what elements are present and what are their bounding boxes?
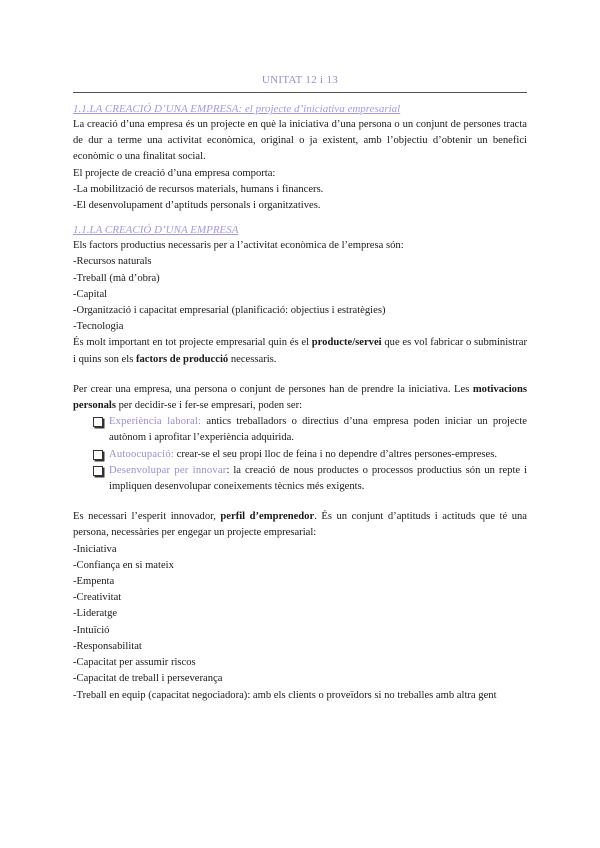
bullet-keyword: Experiència laboral: (109, 416, 202, 428)
list-item (93, 447, 527, 463)
intro-paragraph: La creació d’una empresa és un projecte en què la iniciativa d’una persona o un conjunt de persones tracta de dur a terme una activitat econòmica, original o ja existent, amb l’objectiu d’obtenir un benefici econòmic o una finalitat social. (73, 119, 527, 163)
factors-line: -Tecnologia (73, 321, 124, 333)
spacer (73, 368, 527, 382)
text-run: Per crear una empresa, una persona o conjunt de persones han de prendre la iniciativa. Les (73, 383, 473, 395)
checkbox-bullet-icon (93, 466, 103, 476)
factors-line: -Capital (73, 288, 108, 300)
bullet-text: crear-se el seu propi lloc de feina i no dependre d’altres persones-empreses. (173, 448, 498, 460)
text-run: Es necessari l’esperit innovador, (73, 511, 221, 523)
aptitude-item: -Intuïció (73, 624, 110, 636)
aptitude-item: -Iniciativa (73, 543, 117, 555)
unit-title: UNITAT 12 i 13 (261, 74, 339, 86)
aptitude-item: -Lideratge (73, 608, 118, 620)
aptitude-item: -Treball en equip (capacitat negociadora): amb els clients o proveïdors si no treballes amb altra gent (73, 689, 497, 701)
s1-line: -El desenvolupament d’aptituds personals i organitzatives. (73, 200, 321, 212)
spacer (73, 214, 527, 222)
text-run: necessaris. (228, 353, 277, 365)
factors-line: -Recursos naturals (73, 256, 152, 268)
text-run: per decidir-se i fer-se empresari, poden ser: (115, 400, 303, 412)
document-page (73, 72, 527, 704)
bold-run: producte/servei (311, 337, 382, 349)
s1-line: El projecte de creació d’una empresa comporta: (73, 167, 276, 179)
section-heading-1 (73, 101, 527, 117)
bullet-keyword: Autoocupació: (109, 448, 174, 460)
s1-line: -La mobilització de recursos materials, humans i financers. (73, 183, 324, 195)
aptitude-item: -Capacitat per assumir riscos (73, 657, 196, 669)
header-rule (73, 92, 527, 93)
bullet-text: : la creació de nous productes o processos productius són un repte i impliquen desenvolupar coneixements tècnics més exigents. (109, 464, 527, 493)
aptitude-item: -Empenta (73, 576, 115, 588)
aptitude-item: -Creativitat (73, 592, 122, 604)
text-run: És molt important en tot projecte empresarial quin és el (73, 337, 312, 349)
list-item (93, 414, 527, 446)
list-item (93, 463, 527, 495)
aptitude-item: -Capacitat de treball i perseverança (73, 673, 223, 685)
aptitude-item: -Responsabilitat (73, 640, 142, 652)
section-heading-2: 1.1.LA CREACIÓ D’UNA EMPRESA (73, 224, 239, 237)
section-heading-1-main: 1.1.LA CREACIÓ D’UNA EMPRESA: (73, 103, 243, 115)
checkbox-bullet-icon (93, 417, 103, 427)
factors-line: -Treball (mà d’obra) (73, 272, 160, 284)
bold-run: perfil d’emprenedor (220, 511, 315, 523)
bold-run: motivacions personals (73, 383, 527, 412)
aptitude-item: -Confiança en si mateix (73, 559, 174, 571)
bold-run: factors de producció (135, 353, 229, 365)
entrepreneur-paragraph (73, 509, 527, 541)
bullet-keyword: Desenvolupar per innovar (109, 464, 227, 476)
motivations-list (73, 414, 527, 495)
text-run: . És un conjunt d’aptituds i actituds que té una persona, necessàries per engegar un projecte empresarial: (73, 511, 528, 539)
text-run: que es vol fabricar o subministrar i quins son els (73, 337, 527, 365)
factors-line: -Organització i capacitat empresarial (planificació: objectius i estratègies) (73, 305, 386, 317)
motivations-paragraph (73, 382, 527, 414)
section-heading-1-sub: el projecte d’iniciativa empresarial (242, 103, 401, 115)
bullet-text: antics treballadors o directius d’una empresa poden iniciar un projecte autònom i aprofitar l’experiència adquirida. (109, 416, 527, 444)
factors-line: Els factors productius necessaris per a l’activitat econòmica de l’empresa són: (73, 240, 404, 252)
checkbox-bullet-icon (93, 450, 103, 460)
important-paragraph (73, 335, 527, 367)
spacer (73, 495, 527, 509)
